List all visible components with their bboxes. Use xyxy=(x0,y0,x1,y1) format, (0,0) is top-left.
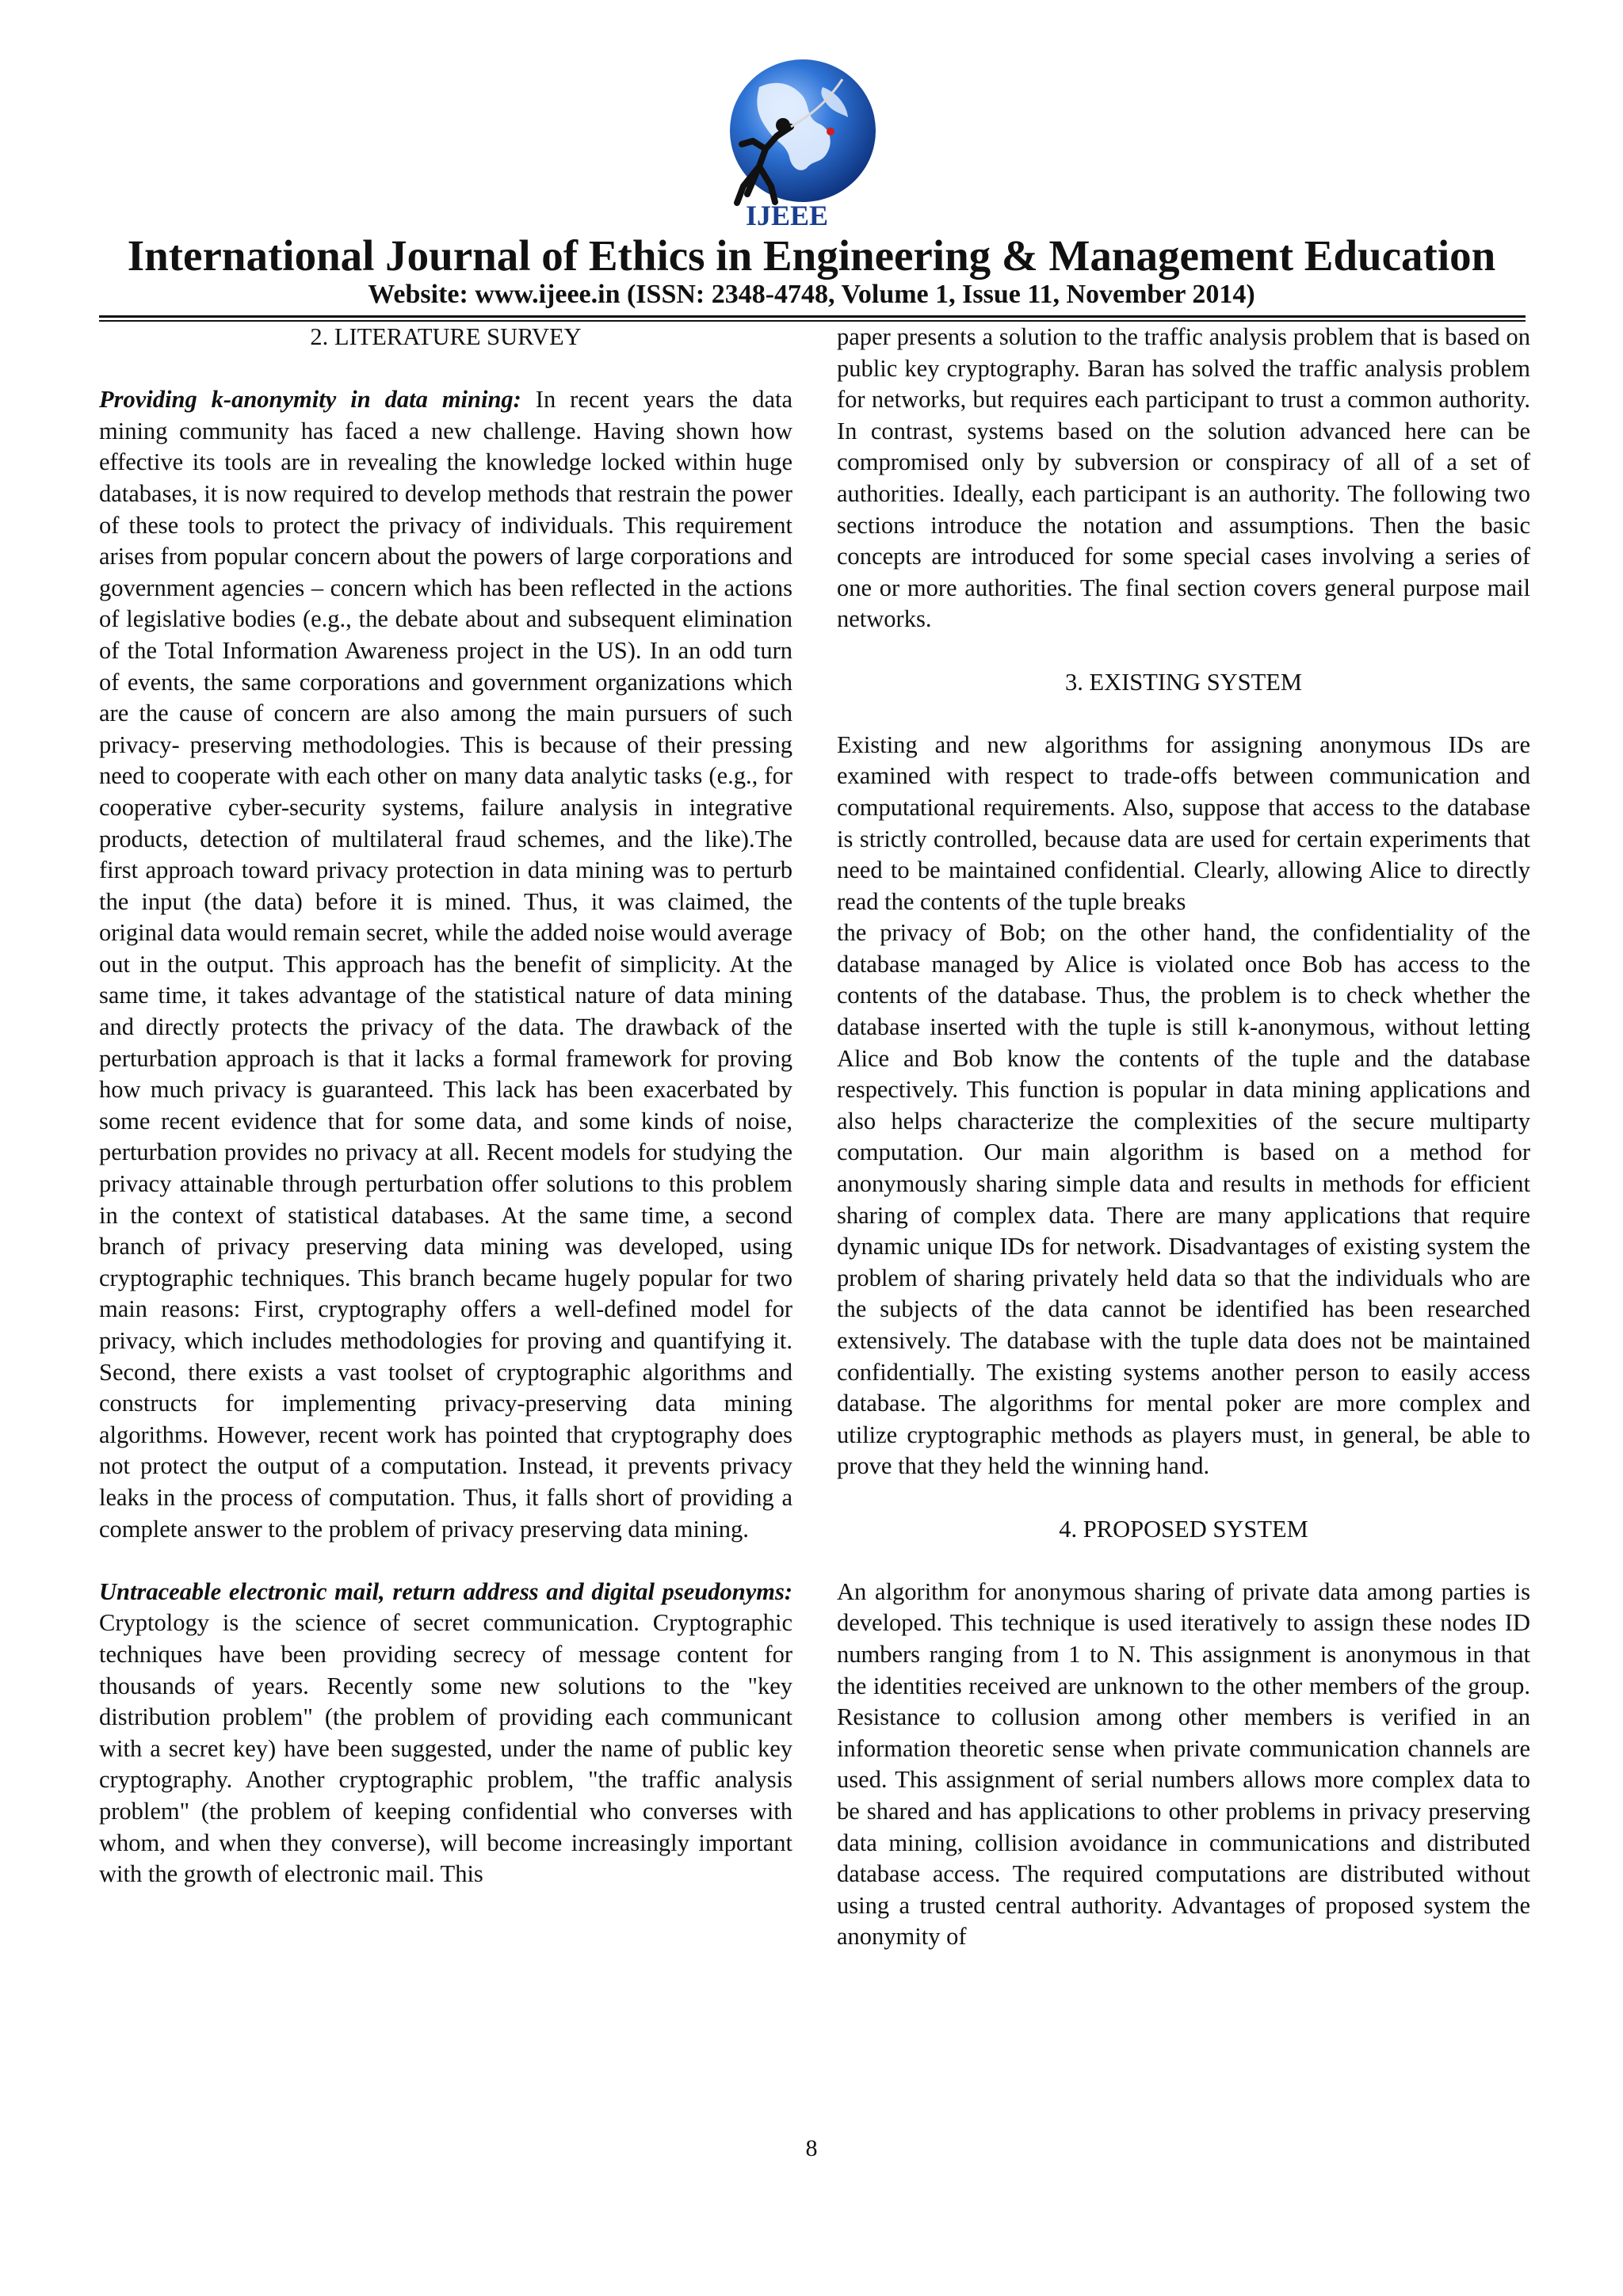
left-column xyxy=(99,322,792,1890)
journal-title: International Journal of Ethics in Engineering & Management Education xyxy=(127,231,1496,280)
right-column xyxy=(837,322,1530,1953)
header-rule-top xyxy=(99,315,1526,318)
paragraph-existing-system-2: the privacy of Bob; on the other hand, the confidentiality of the database managed by Alice is violated once Bob has access to the contents of the database. Thus, the problem is to check whether the database inserted with the tuple is still k-anonymous, without letting Alice and Bob know the contents of the tuple and the database respectively. This function is popular in data mining applications and also helps characterize the complexities of the secure multiparty computation. Our main algorithm is based on a method for anonymously sharing simple data and results in methods for efficient sharing of complex data. There are many applications that require dynamic unique IDs for network. Disadvantages of existing system the problem of sharing privately held data so that the individuals who are the subjects of the data cannot be identified has been researched extensively. The database with the tuple data does not be maintained confidentially. The existing systems another person to easily access database. The algorithms for mental poker are more complex and utilize cryptographic methods as players must, in general, be able to prove that they held the winning hand. xyxy=(837,919,1530,1480)
section-heading-proposed-system: 4. PROPOSED SYSTEM xyxy=(1059,1515,1308,1543)
page-number: 8 xyxy=(805,2135,818,2161)
paragraph-untraceable-mail xyxy=(99,1577,792,1890)
paragraph-continued: paper presents a solution to the traffic analysis problem that is based on public key cryptography. Baran has solved the traffic analysis problem for networks, but requires each participant to trust a common authority. In contrast, systems based on the solution advanced here can be compromised only by subversion or conspiracy of all of a set of authorities. Ideally, each participant is an authority. The following two sections introduce the notation and assumptions. Then the basic concepts are introduced for some special cases involving a series of one or more authorities. The final section covers general purpose mail networks. xyxy=(837,323,1530,633)
paragraph-existing-system-1: Existing and new algorithms for assigning anonymous IDs are examined with respect to trade-offs between communication and computational requirements. Also, suppose that access to the database is strictly controlled, because data are used for certain experiments that need to be maintained confidential. Clearly, allowing Alice to directly read the contents of the tuple breaks xyxy=(837,730,1530,915)
paragraph-k-anonymity xyxy=(99,384,792,1545)
section-heading-literature-survey: 2. LITERATURE SURVEY xyxy=(310,323,582,350)
section-heading-existing-system: 3. EXISTING SYSTEM xyxy=(1064,668,1303,696)
paragraph-body: In recent years the data mining community has faced a new challenge. Having shown how effective its tools are in revealing the knowledge locked within huge databases, it is now required to develop methods that restrain the power of these tools to protect the privacy of individuals. This requirement arises from popular concern about the powers of large corporations and government agencies – concern which has been reflected in the actions of legislative bodies (e.g., the debate about and subsequent elimination of the Total Information Awareness project in the US). In an odd turn of events, the same corporations and government organizations which are the cause of concern are also among the main pursuers of such privacy- preserving methodologies. This is because of their pressing need to cooperate with each other on many data analytic tasks (e.g., for cooperative cyber-security systems, failure analysis in integrative products, detection of multilateral fraud schemes, and the like).The first approach toward privacy protection in data mining was to perturb the input (the data) before it is mined. Thus, it was claimed, the original data would remain secret, while the added noise would average out in the output. This approach has the benefit of simplicity. At the same time, it takes advantage of the statistical nature of data mining and directly protects the privacy of the data. The drawback of the perturbation approach is that it lacks a formal framework for proving how much privacy is guaranteed. This lack has been exacerbated by some recent evidence that for some data, and some kinds of noise, perturbation provides no privacy at all. Recent models for studying the privacy attainable through perturbation offer solutions to this problem in the context of statistical databases. At the same time, a second branch of privacy preserving data mining was developed, using cryptographic techniques. This branch became hugely popular for two main reasons: First, cryptography offers a well-defined model for privacy, which includes methodologies for proving and quantifying it. Second, there exists a vast toolset of cryptographic algorithms and constructs for implementing privacy-preserving data mining algorithms. However, recent work has pointed that cryptography does not protect the output of a computation. Instead, it prevents privacy leaks in the process of computation. Thus, it falls short of providing a complete answer to the problem of privacy preserving data mining. xyxy=(99,386,792,1543)
journal-logo xyxy=(664,55,910,231)
paragraph-body: Cryptology is the science of secret communication. Cryptographic techniques have been providing secrecy of message content for thousands of years. Recently some new solutions to the "key distribution problem" (the problem of providing each communicant with a secret key) have been suggested, under the name of public key cryptography. Another cryptographic problem, "the traffic analysis problem" (the problem of keeping confidential who converses with whom, and when they converse), will become increasingly important with the growth of electronic mail. This xyxy=(99,1609,792,1888)
paragraph-heading: Untraceable electronic mail, return address and digital pseudonyms: xyxy=(99,1577,792,1605)
paragraph-heading: Providing k-anonymity in data mining: xyxy=(99,386,521,414)
logo-text: IJEEE xyxy=(745,200,829,231)
paragraph-proposed-system: An algorithm for anonymous sharing of private data among parties is developed. This technique is used iteratively to assign these nodes ID numbers ranging from 1 to N. This assignment is anonymous in that the identities received are unknown to the other members of the group. Resistance to collusion among other members is verified in an information theoretic sense when private communication channels are used. This assignment of serial numbers allows more complex data to be shared and has applications to other problems in privacy preserving data mining, collision avoidance in communications and distributed database access. The required computations are distributed without using a trusted central authority. Advantages of proposed system the anonymity of xyxy=(837,1577,1530,1951)
journal-subtitle: Website: www.ijeee.in (ISSN: 2348-4748, Volume 1, Issue 11, November 2014) xyxy=(368,280,1255,309)
